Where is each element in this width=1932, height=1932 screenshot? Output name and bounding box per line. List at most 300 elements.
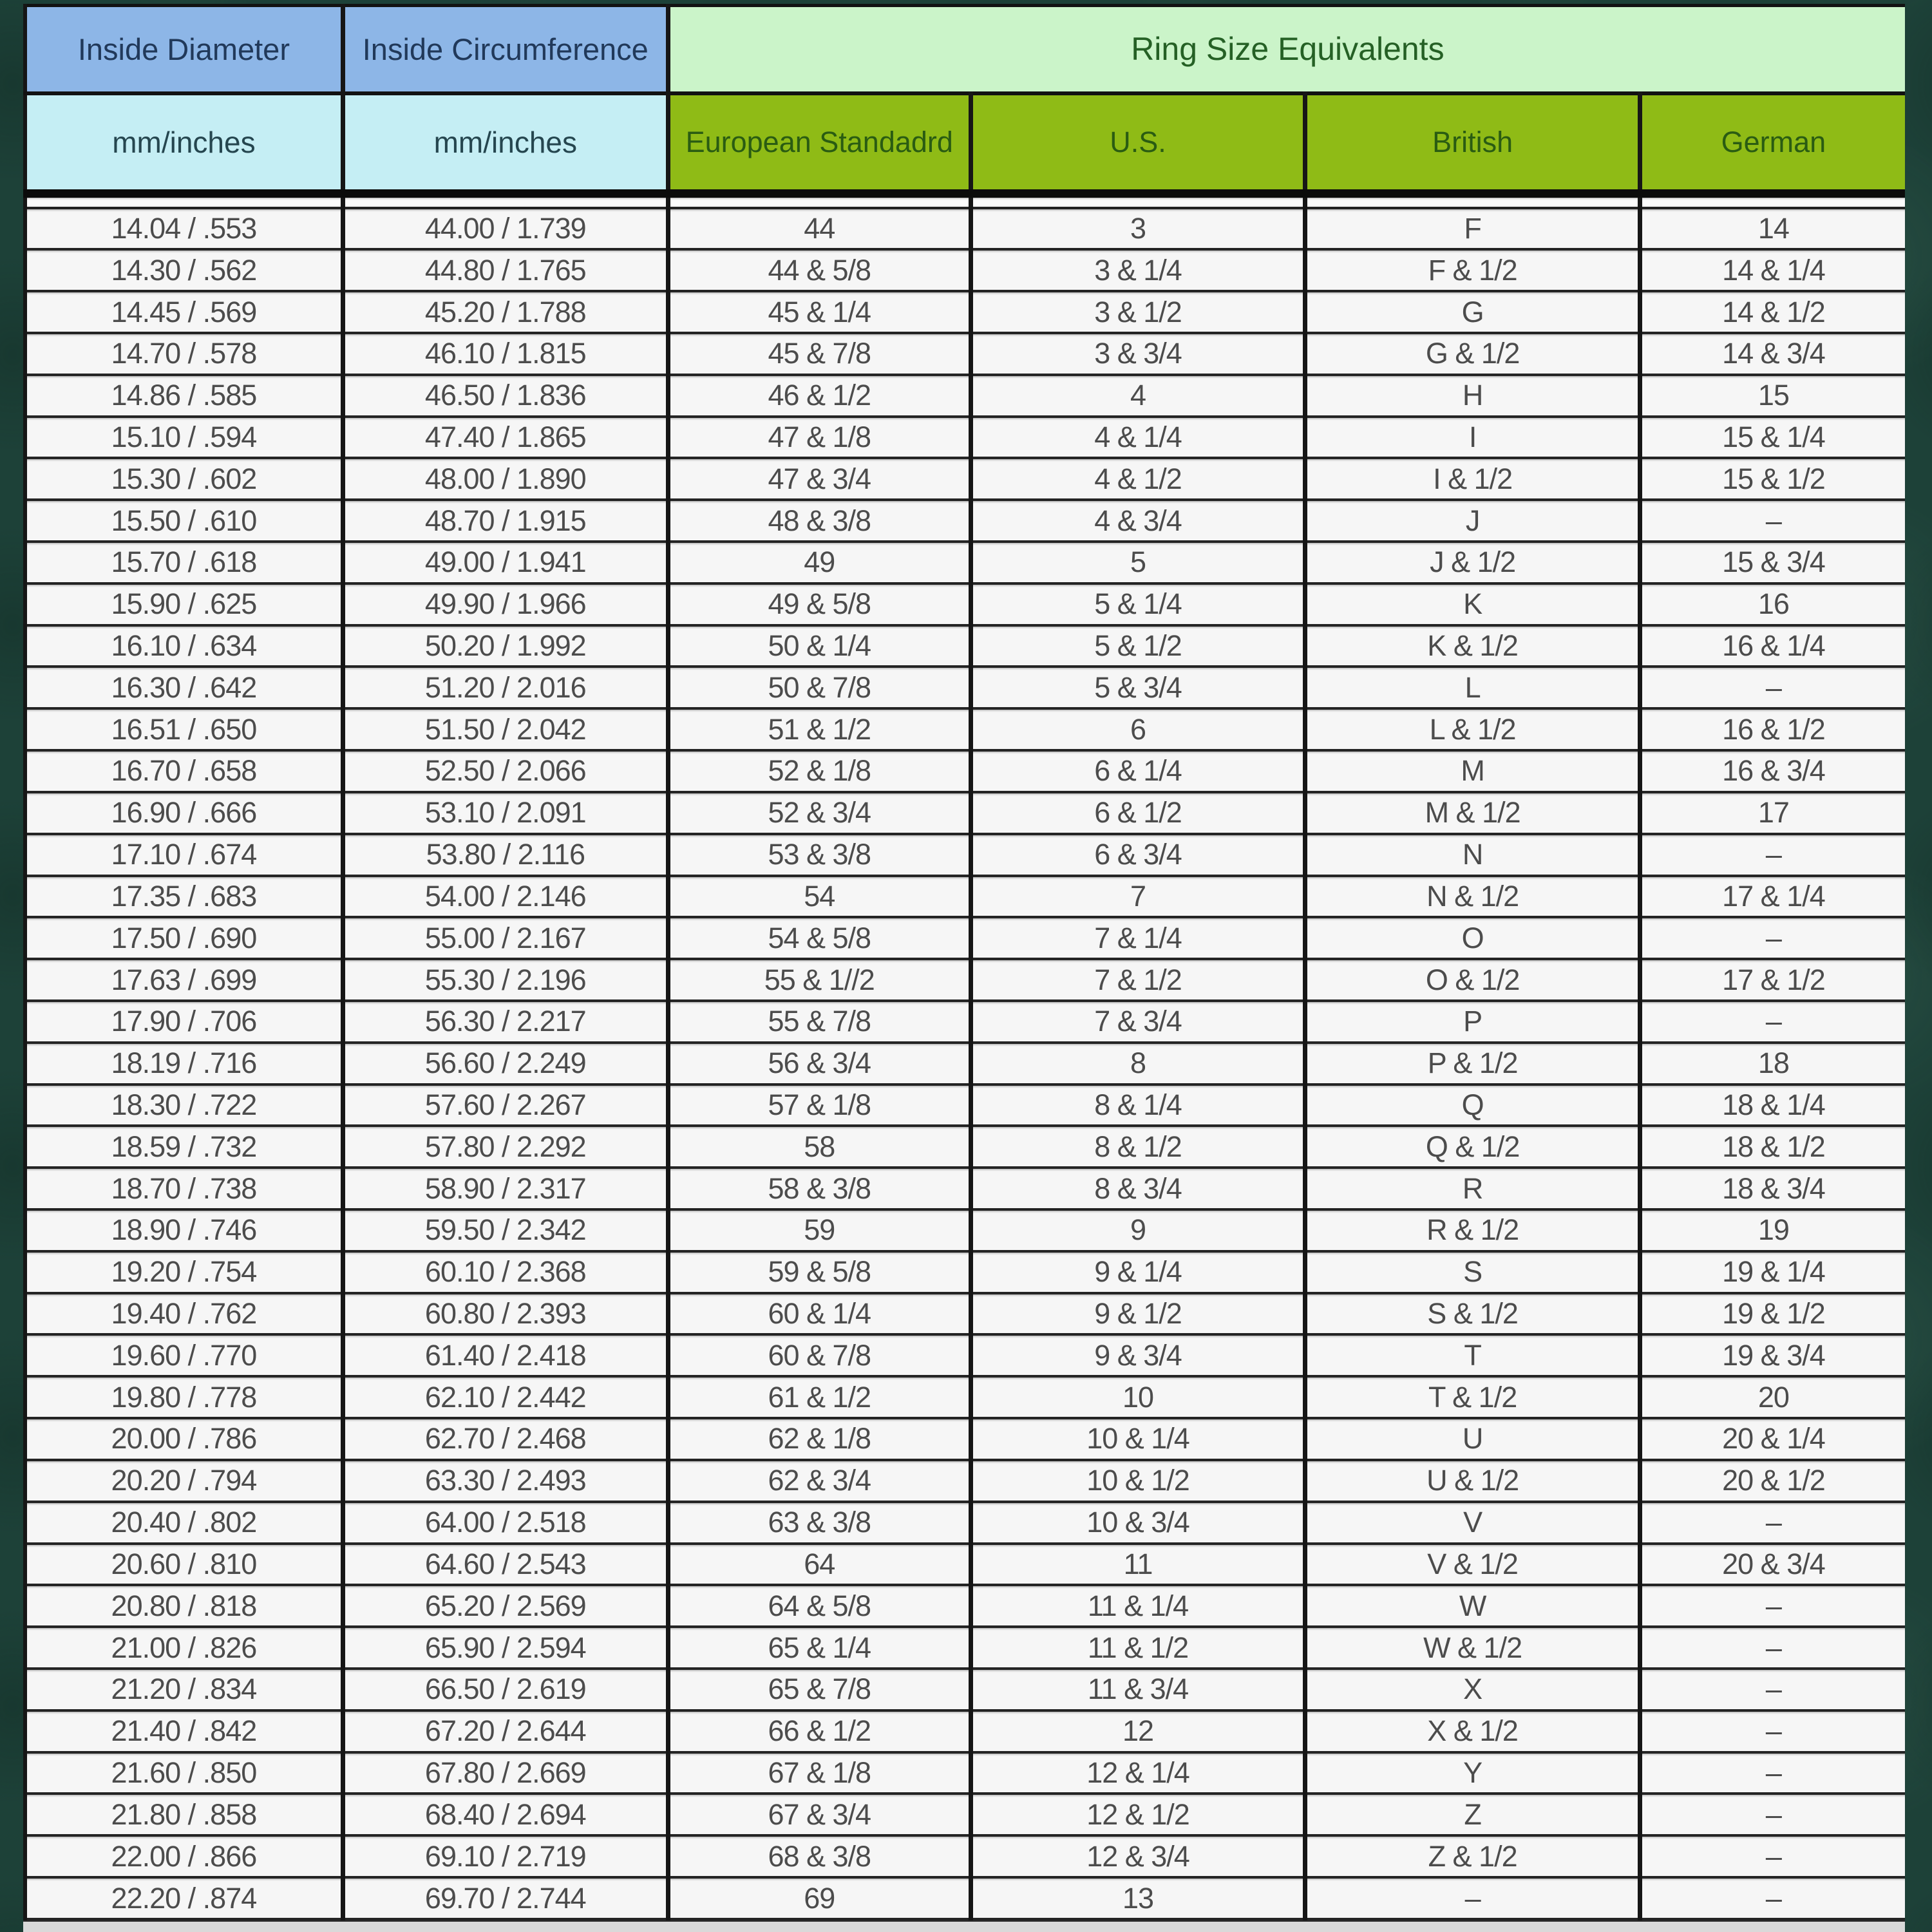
cell: – <box>1305 1877 1640 1919</box>
cell: 64.00 / 2.518 <box>343 1502 668 1544</box>
cell: 17 & 1/2 <box>1640 959 1905 1001</box>
cell: 14 <box>1640 208 1905 250</box>
cell: 14.45 / .569 <box>25 291 343 333</box>
cell: 11 & 1/2 <box>971 1627 1305 1669</box>
cell: 10 <box>971 1376 1305 1418</box>
cell: – <box>1640 834 1905 876</box>
cell: 20 <box>1640 1376 1905 1418</box>
cell: 9 & 1/4 <box>971 1251 1305 1293</box>
cell: 60.10 / 2.368 <box>343 1251 668 1293</box>
cell: P <box>1305 1001 1640 1043</box>
cell: Z <box>1305 1794 1640 1835</box>
cell: 19 <box>1640 1209 1905 1251</box>
cell: – <box>1640 1627 1905 1669</box>
separator-cell <box>1640 194 1905 208</box>
cell: 55 & 1//2 <box>668 959 971 1001</box>
cell: 62 & 1/8 <box>668 1418 971 1460</box>
cell: 64.60 / 2.543 <box>343 1544 668 1586</box>
table-row <box>25 1293 1905 1335</box>
cell: 18.59 / .732 <box>25 1126 343 1168</box>
cell: 45 & 7/8 <box>668 333 971 375</box>
cell: 17.63 / .699 <box>25 959 343 1001</box>
cell: 9 & 3/4 <box>971 1334 1305 1376</box>
table-row <box>25 1585 1905 1627</box>
cell: 68 & 3/8 <box>668 1835 971 1877</box>
cell: N & 1/2 <box>1305 876 1640 918</box>
cell: 54 <box>668 876 971 918</box>
cell: 14.30 / .562 <box>25 249 343 291</box>
cell: 16 & 1/4 <box>1640 625 1905 667</box>
table-header <box>25 6 1905 194</box>
table-row <box>25 583 1905 625</box>
cell: 11 <box>971 1544 1305 1586</box>
cell: 67 & 3/4 <box>668 1794 971 1835</box>
cell: F <box>1305 208 1640 250</box>
cell: 58.90 / 2.317 <box>343 1168 668 1209</box>
table-row <box>25 667 1905 708</box>
cell: 19 & 1/4 <box>1640 1251 1905 1293</box>
cell: S & 1/2 <box>1305 1293 1640 1335</box>
cell: 22.00 / .866 <box>25 1835 343 1877</box>
cell: – <box>1640 1669 1905 1710</box>
cell: M <box>1305 750 1640 792</box>
cell: K <box>1305 583 1640 625</box>
cell: – <box>1640 667 1905 708</box>
cell: 62.70 / 2.468 <box>343 1418 668 1460</box>
table-row <box>25 458 1905 500</box>
cell: 4 <box>971 375 1305 417</box>
cell: 50 & 7/8 <box>668 667 971 708</box>
cell: 16.10 / .634 <box>25 625 343 667</box>
cell: 7 & 1/4 <box>971 917 1305 959</box>
cell: 20.00 / .786 <box>25 1418 343 1460</box>
cell: 14.70 / .578 <box>25 333 343 375</box>
table-row <box>25 750 1905 792</box>
cell: 60 & 7/8 <box>668 1334 971 1376</box>
cell: 21.80 / .858 <box>25 1794 343 1835</box>
cell: W & 1/2 <box>1305 1627 1640 1669</box>
cell: 16 <box>1640 583 1905 625</box>
cell: 69.70 / 2.744 <box>343 1877 668 1919</box>
cell: 55.30 / 2.196 <box>343 959 668 1001</box>
table-row <box>25 1001 1905 1043</box>
cell: 6 & 1/2 <box>971 792 1305 834</box>
cell: M & 1/2 <box>1305 792 1640 834</box>
cell: 17.50 / .690 <box>25 917 343 959</box>
cell: 45.20 / 1.788 <box>343 291 668 333</box>
separator-cell <box>1305 194 1640 208</box>
cell: 57.60 / 2.267 <box>343 1084 668 1126</box>
cell: 11 & 1/4 <box>971 1585 1305 1627</box>
cell: 69.10 / 2.719 <box>343 1835 668 1877</box>
cell: U <box>1305 1418 1640 1460</box>
table-row <box>25 1043 1905 1084</box>
table-row <box>25 1710 1905 1752</box>
cell: 52 & 1/8 <box>668 750 971 792</box>
diameter-unit-label: mm/inches <box>25 93 343 194</box>
cell: 9 <box>971 1209 1305 1251</box>
cell: 4 & 1/4 <box>971 417 1305 459</box>
separator-cell <box>25 194 343 208</box>
cell: 54.00 / 2.146 <box>343 876 668 918</box>
cell: 53 & 3/8 <box>668 834 971 876</box>
cell: 19 & 3/4 <box>1640 1334 1905 1376</box>
table-row <box>25 1209 1905 1251</box>
cell: 14.86 / .585 <box>25 375 343 417</box>
cell: 60 & 1/4 <box>668 1293 971 1335</box>
cell: V & 1/2 <box>1305 1544 1640 1586</box>
cell: 62.10 / 2.442 <box>343 1376 668 1418</box>
cell: 44 & 5/8 <box>668 249 971 291</box>
separator-cell <box>971 194 1305 208</box>
cell: 15 <box>1640 375 1905 417</box>
cell: 60.80 / 2.393 <box>343 1293 668 1335</box>
cell: – <box>1640 1794 1905 1835</box>
cell: 59 <box>668 1209 971 1251</box>
cell: 14.04 / .553 <box>25 208 343 250</box>
cell: 17 & 1/4 <box>1640 876 1905 918</box>
cell: 5 & 1/4 <box>971 583 1305 625</box>
cell: 64 <box>668 1544 971 1586</box>
cell: 19.40 / .762 <box>25 1293 343 1335</box>
cell: 53.80 / 2.116 <box>343 834 668 876</box>
cell: 22.20 / .874 <box>25 1877 343 1919</box>
cell: 15.50 / .610 <box>25 500 343 542</box>
cell: L <box>1305 667 1640 708</box>
cell: 18 <box>1640 1043 1905 1084</box>
cell: 15 & 3/4 <box>1640 542 1905 583</box>
cell: 15 & 1/4 <box>1640 417 1905 459</box>
table-row <box>25 876 1905 918</box>
table-row <box>25 1084 1905 1126</box>
cell: 15.10 / .594 <box>25 417 343 459</box>
cell: 46 & 1/2 <box>668 375 971 417</box>
separator-cell <box>343 194 668 208</box>
cell: 63 & 3/8 <box>668 1502 971 1544</box>
cell: 49 <box>668 542 971 583</box>
cell: H <box>1305 375 1640 417</box>
cell: 56.60 / 2.249 <box>343 1043 668 1084</box>
cell: 50 & 1/4 <box>668 625 971 667</box>
cell: 59.50 / 2.342 <box>343 1209 668 1251</box>
cell: 19.20 / .754 <box>25 1251 343 1293</box>
cell: 12 & 3/4 <box>971 1835 1305 1877</box>
cell: 5 & 3/4 <box>971 667 1305 708</box>
cell: 51.20 / 2.016 <box>343 667 668 708</box>
cell: T <box>1305 1334 1640 1376</box>
cell: 16.70 / .658 <box>25 750 343 792</box>
cell: – <box>1640 1001 1905 1043</box>
cell: 9 & 1/2 <box>971 1293 1305 1335</box>
cell: 20.40 / .802 <box>25 1502 343 1544</box>
cell: L & 1/2 <box>1305 708 1640 750</box>
cell: T & 1/2 <box>1305 1376 1640 1418</box>
cell: 59 & 5/8 <box>668 1251 971 1293</box>
cell: 47 & 3/4 <box>668 458 971 500</box>
cell: 65.90 / 2.594 <box>343 1627 668 1669</box>
cell: 45 & 1/4 <box>668 291 971 333</box>
german-column-header: German <box>1640 93 1905 194</box>
cell: 65 & 1/4 <box>668 1627 971 1669</box>
cell: P & 1/2 <box>1305 1043 1640 1084</box>
cell: 8 & 1/4 <box>971 1084 1305 1126</box>
cell: 14 & 3/4 <box>1640 333 1905 375</box>
cell: 4 & 3/4 <box>971 500 1305 542</box>
cell: 46.10 / 1.815 <box>343 333 668 375</box>
cell: 58 <box>668 1126 971 1168</box>
cell: 61.40 / 2.418 <box>343 1334 668 1376</box>
table-row <box>25 1334 1905 1376</box>
cell: O <box>1305 917 1640 959</box>
cell: 54 & 5/8 <box>668 917 971 959</box>
cell: – <box>1640 500 1905 542</box>
cell: 19.80 / .778 <box>25 1376 343 1418</box>
table-row <box>25 208 1905 250</box>
cell: 57 & 1/8 <box>668 1084 971 1126</box>
cell: V <box>1305 1502 1640 1544</box>
cell: 50.20 / 1.992 <box>343 625 668 667</box>
table-row <box>25 625 1905 667</box>
cell: 65 & 7/8 <box>668 1669 971 1710</box>
cell: 67.80 / 2.669 <box>343 1752 668 1794</box>
cell: Q <box>1305 1084 1640 1126</box>
cell: 48.00 / 1.890 <box>343 458 668 500</box>
table-row <box>25 333 1905 375</box>
cell: 17.35 / .683 <box>25 876 343 918</box>
cell: 16 & 3/4 <box>1640 750 1905 792</box>
cell: X & 1/2 <box>1305 1710 1640 1752</box>
cell: – <box>1640 1710 1905 1752</box>
cell: – <box>1640 1835 1905 1877</box>
cell: 16 & 1/2 <box>1640 708 1905 750</box>
cell: 61 & 1/2 <box>668 1376 971 1418</box>
cell: O & 1/2 <box>1305 959 1640 1001</box>
ring-table-body <box>25 194 1905 1920</box>
cell: 6 & 1/4 <box>971 750 1305 792</box>
cell: 15.90 / .625 <box>25 583 343 625</box>
cell: I & 1/2 <box>1305 458 1640 500</box>
cell: 12 & 1/2 <box>971 1794 1305 1835</box>
header-separator-row <box>25 194 1905 208</box>
cell: 15 & 1/2 <box>1640 458 1905 500</box>
bottom-edge-strip <box>23 1920 1905 1932</box>
cell: K & 1/2 <box>1305 625 1640 667</box>
table-row <box>25 1376 1905 1418</box>
cell: 21.00 / .826 <box>25 1627 343 1669</box>
cell: 15.70 / .618 <box>25 542 343 583</box>
cell: Y <box>1305 1752 1640 1794</box>
cell: 10 & 3/4 <box>971 1502 1305 1544</box>
cell: 18 & 3/4 <box>1640 1168 1905 1209</box>
cell: 21.40 / .842 <box>25 1710 343 1752</box>
cell: 63.30 / 2.493 <box>343 1460 668 1502</box>
cell: 18.90 / .746 <box>25 1209 343 1251</box>
cell: 64 & 5/8 <box>668 1585 971 1627</box>
ring-size-table <box>23 4 1905 1920</box>
table-row <box>25 1502 1905 1544</box>
cell: 10 & 1/4 <box>971 1418 1305 1460</box>
cell: 20 & 1/2 <box>1640 1460 1905 1502</box>
cell: 17.10 / .674 <box>25 834 343 876</box>
cell: – <box>1640 1877 1905 1919</box>
cell: 46.50 / 1.836 <box>343 375 668 417</box>
separator-cell <box>668 194 971 208</box>
table-row <box>25 792 1905 834</box>
table-row <box>25 1168 1905 1209</box>
ring-size-chart <box>23 4 1905 1932</box>
cell: 14 & 1/2 <box>1640 291 1905 333</box>
cell: 49.90 / 1.966 <box>343 583 668 625</box>
cell: W <box>1305 1585 1640 1627</box>
cell: 49.00 / 1.941 <box>343 542 668 583</box>
cell: 21.60 / .850 <box>25 1752 343 1794</box>
cell: 17.90 / .706 <box>25 1001 343 1043</box>
inside-circumference-header: Inside Circumference <box>343 6 668 93</box>
cell: 51.50 / 2.042 <box>343 708 668 750</box>
circumference-unit-label: mm/inches <box>343 93 668 194</box>
table-row <box>25 1877 1905 1919</box>
cell: 11 & 3/4 <box>971 1669 1305 1710</box>
cell: 14 & 1/4 <box>1640 249 1905 291</box>
cell: Q & 1/2 <box>1305 1126 1640 1168</box>
table-row <box>25 417 1905 459</box>
cell: 13 <box>971 1877 1305 1919</box>
cell: 4 & 1/2 <box>971 458 1305 500</box>
cell: R & 1/2 <box>1305 1209 1640 1251</box>
cell: 52.50 / 2.066 <box>343 750 668 792</box>
cell: 69 <box>668 1877 971 1919</box>
cell: 65.20 / 2.569 <box>343 1585 668 1627</box>
cell: 3 <box>971 208 1305 250</box>
cell: 18.30 / .722 <box>25 1084 343 1126</box>
cell: 49 & 5/8 <box>668 583 971 625</box>
cell: 20.60 / .810 <box>25 1544 343 1586</box>
table-row <box>25 1418 1905 1460</box>
cell: 19 & 1/2 <box>1640 1293 1905 1335</box>
cell: 18 & 1/2 <box>1640 1126 1905 1168</box>
cell: R <box>1305 1168 1640 1209</box>
cell: 10 & 1/2 <box>971 1460 1305 1502</box>
cell: X <box>1305 1669 1640 1710</box>
cell: 44 <box>668 208 971 250</box>
inside-diameter-header: Inside Diameter <box>25 6 343 93</box>
cell: 44.80 / 1.765 <box>343 249 668 291</box>
table-row <box>25 249 1905 291</box>
cell: 52 & 3/4 <box>668 792 971 834</box>
cell: 5 <box>971 542 1305 583</box>
cell: – <box>1640 917 1905 959</box>
cell: 47 & 1/8 <box>668 417 971 459</box>
cell: – <box>1640 1502 1905 1544</box>
table-row <box>25 917 1905 959</box>
cell: 17 <box>1640 792 1905 834</box>
header-title-row <box>25 6 1905 93</box>
cell: 8 <box>971 1043 1305 1084</box>
cell: 5 & 1/2 <box>971 625 1305 667</box>
table-row <box>25 542 1905 583</box>
cell: 67.20 / 2.644 <box>343 1710 668 1752</box>
cell: 18 & 1/4 <box>1640 1084 1905 1126</box>
cell: G <box>1305 291 1640 333</box>
cell: 57.80 / 2.292 <box>343 1126 668 1168</box>
cell: 20 & 1/4 <box>1640 1418 1905 1460</box>
cell: N <box>1305 834 1640 876</box>
cell: 48.70 / 1.915 <box>343 500 668 542</box>
cell: 48 & 3/8 <box>668 500 971 542</box>
cell: 66.50 / 2.619 <box>343 1669 668 1710</box>
table-row <box>25 500 1905 542</box>
header-subtitle-row <box>25 93 1905 194</box>
table-row <box>25 1544 1905 1586</box>
cell: 8 & 1/2 <box>971 1126 1305 1168</box>
table-row <box>25 1126 1905 1168</box>
cell: 20.80 / .818 <box>25 1585 343 1627</box>
table-row <box>25 834 1905 876</box>
cell: 55.00 / 2.167 <box>343 917 668 959</box>
cell: 8 & 3/4 <box>971 1168 1305 1209</box>
table-row <box>25 1251 1905 1293</box>
cell: G & 1/2 <box>1305 333 1640 375</box>
cell: 7 & 1/2 <box>971 959 1305 1001</box>
table-row <box>25 1460 1905 1502</box>
cell: 12 <box>971 1710 1305 1752</box>
cell: 3 & 3/4 <box>971 333 1305 375</box>
cell: 3 & 1/4 <box>971 249 1305 291</box>
cell: 53.10 / 2.091 <box>343 792 668 834</box>
cell: 66 & 1/2 <box>668 1710 971 1752</box>
table-row <box>25 959 1905 1001</box>
table-row <box>25 375 1905 417</box>
cell: F & 1/2 <box>1305 249 1640 291</box>
cell: 55 & 7/8 <box>668 1001 971 1043</box>
table-row <box>25 708 1905 750</box>
cell: 56 & 3/4 <box>668 1043 971 1084</box>
cell: 3 & 1/2 <box>971 291 1305 333</box>
cell: 6 & 3/4 <box>971 834 1305 876</box>
table-row <box>25 1752 1905 1794</box>
cell: S <box>1305 1251 1640 1293</box>
british-column-header: British <box>1305 93 1640 194</box>
table-row <box>25 1669 1905 1710</box>
table-row <box>25 1835 1905 1877</box>
cell: 6 <box>971 708 1305 750</box>
cell: J <box>1305 500 1640 542</box>
cell: 21.20 / .834 <box>25 1669 343 1710</box>
cell: 20.20 / .794 <box>25 1460 343 1502</box>
cell: 44.00 / 1.739 <box>343 208 668 250</box>
cell: 62 & 3/4 <box>668 1460 971 1502</box>
cell: 19.60 / .770 <box>25 1334 343 1376</box>
cell: 56.30 / 2.217 <box>343 1001 668 1043</box>
cell: J & 1/2 <box>1305 542 1640 583</box>
cell: I <box>1305 417 1640 459</box>
cell: 51 & 1/2 <box>668 708 971 750</box>
cell: 15.30 / .602 <box>25 458 343 500</box>
cell: 68.40 / 2.694 <box>343 1794 668 1835</box>
cell: 58 & 3/8 <box>668 1168 971 1209</box>
table-row <box>25 1627 1905 1669</box>
cell: 47.40 / 1.865 <box>343 417 668 459</box>
cell: 20 & 3/4 <box>1640 1544 1905 1586</box>
cell: – <box>1640 1585 1905 1627</box>
european-standard-column-header: European Standadrd <box>668 93 971 194</box>
us-column-header: U.S. <box>971 93 1305 194</box>
cell: 7 & 3/4 <box>971 1001 1305 1043</box>
cell: 18.19 / .716 <box>25 1043 343 1084</box>
cell: 12 & 1/4 <box>971 1752 1305 1794</box>
cell: U & 1/2 <box>1305 1460 1640 1502</box>
cell: – <box>1640 1752 1905 1794</box>
